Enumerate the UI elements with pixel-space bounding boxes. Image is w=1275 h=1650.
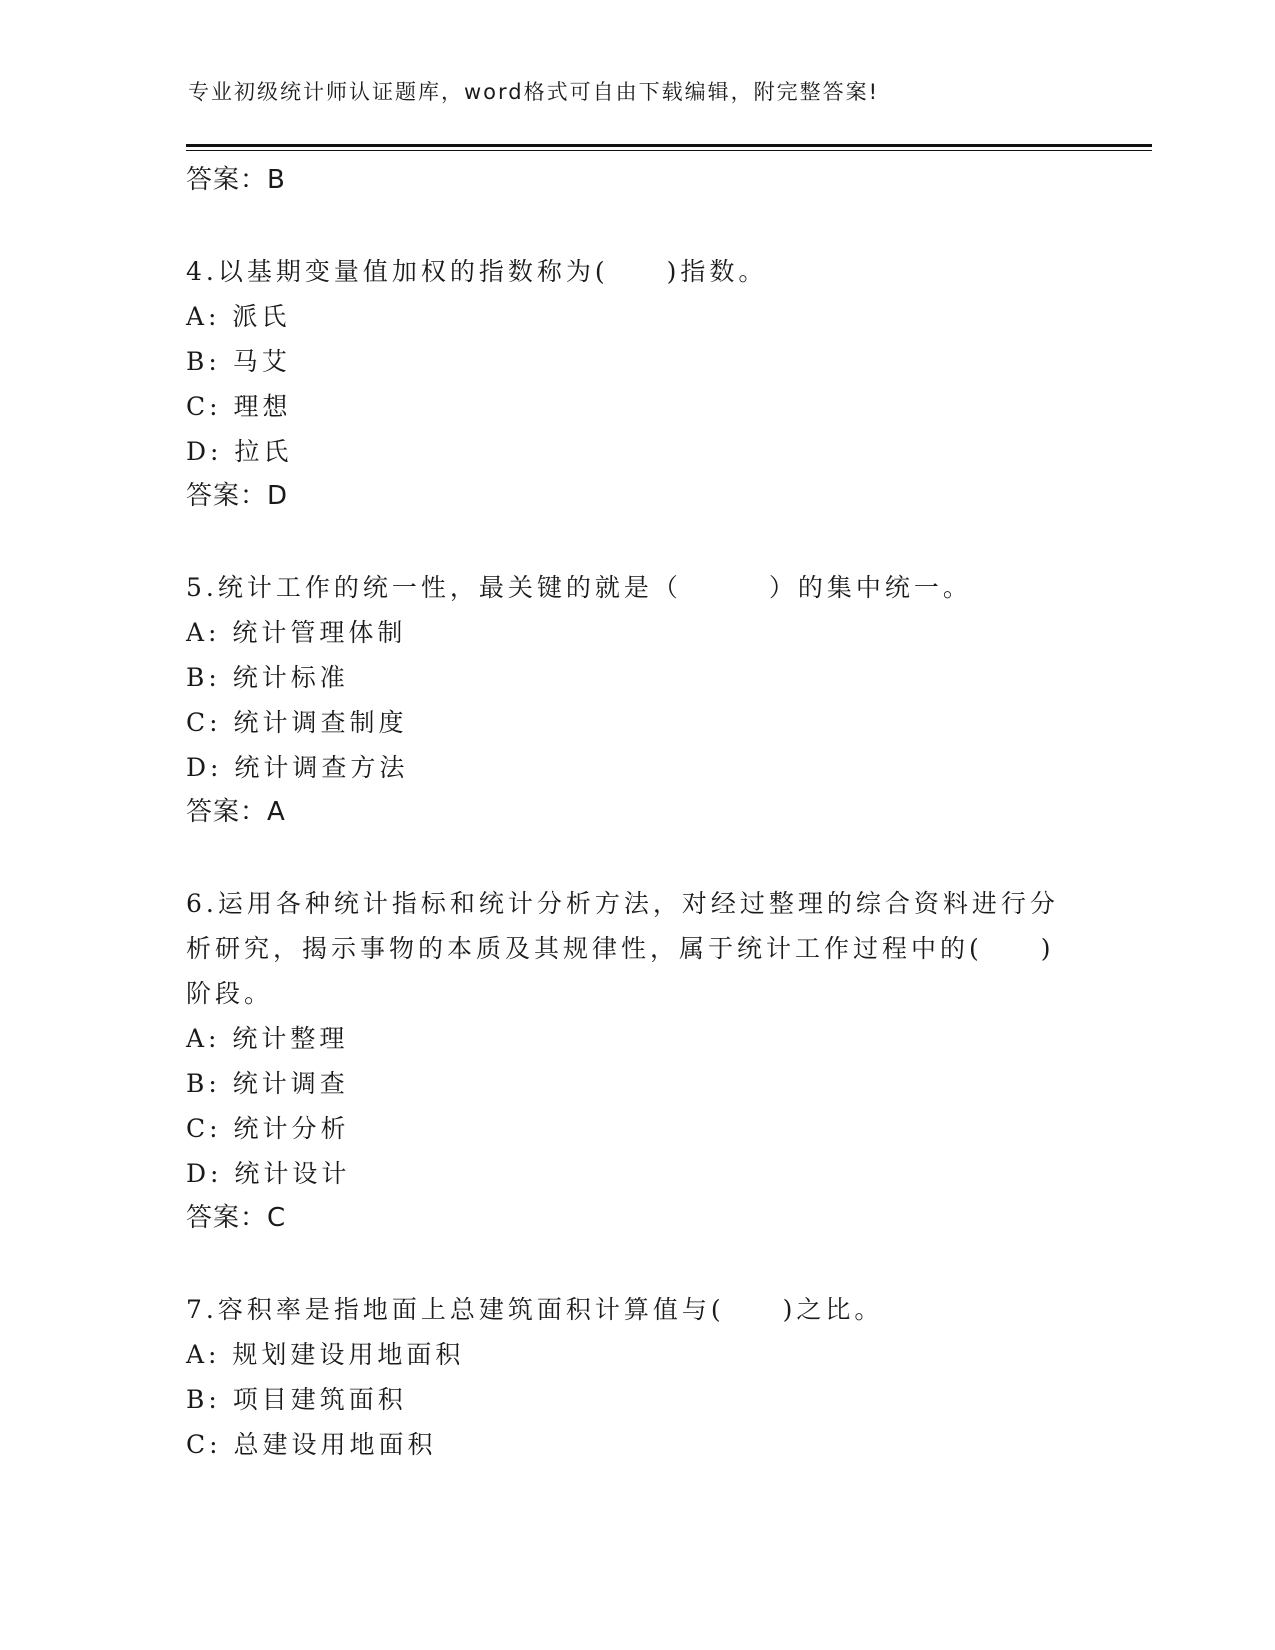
question-block-5 bbox=[186, 565, 1116, 835]
option-d: D: 拉氏 bbox=[186, 437, 293, 466]
option-a: A: 统计管理体制 bbox=[186, 618, 407, 647]
answer-line: 答案：C bbox=[186, 1203, 287, 1233]
question-block-4 bbox=[186, 249, 1116, 519]
option-b: B: 马艾 bbox=[186, 347, 291, 376]
option-b: B: 统计标准 bbox=[186, 663, 349, 692]
option-c: C: 统计分析 bbox=[186, 1114, 350, 1143]
option-b: B: 项目建筑面积 bbox=[186, 1385, 407, 1414]
option-c: C: 理想 bbox=[186, 392, 292, 421]
option-d: D: 统计设计 bbox=[186, 1159, 351, 1188]
question-block-6 bbox=[186, 881, 1116, 1241]
option-c: C: 统计调查制度 bbox=[186, 708, 408, 737]
question-stem: 5.统计工作的统一性，最关键的就是（ ）的集中统一。 bbox=[186, 573, 972, 602]
question-stem-line-3: 阶段。 bbox=[186, 979, 274, 1008]
option-a: A: 规划建设用地面积 bbox=[186, 1340, 465, 1369]
page-header: 专业初级统计师认证题库，word格式可自由下载编辑，附完整答案! bbox=[188, 80, 880, 104]
option-d: D: 统计调查方法 bbox=[186, 753, 409, 782]
question-list bbox=[186, 158, 1116, 1467]
option-b: B: 统计调查 bbox=[186, 1069, 349, 1098]
question-stem-line-1: 6.运用各种统计指标和统计分析方法，对经过整理的综合资料进行分 bbox=[186, 889, 1059, 918]
option-a: A: 派氏 bbox=[186, 302, 291, 331]
question-stem-line-2: 析研究，揭示事物的本质及其规律性，属于统计工作过程中的( ) bbox=[186, 934, 1055, 963]
header-rule-thick bbox=[186, 144, 1152, 147]
option-a: A: 统计整理 bbox=[186, 1024, 349, 1053]
question-stem: 4.以基期变量值加权的指数称为( )指数。 bbox=[186, 257, 768, 286]
question-stem: 7.容积率是指地面上总建筑面积计算值与( )之比。 bbox=[186, 1295, 884, 1324]
answer-line: 答案：D bbox=[186, 481, 289, 511]
option-c: C: 总建设用地面积 bbox=[186, 1430, 437, 1459]
question-block-7 bbox=[186, 1287, 1116, 1467]
header-rule-thin bbox=[186, 150, 1152, 151]
answer-line: 答案：B bbox=[186, 165, 286, 195]
answer-line: 答案：A bbox=[186, 797, 286, 827]
